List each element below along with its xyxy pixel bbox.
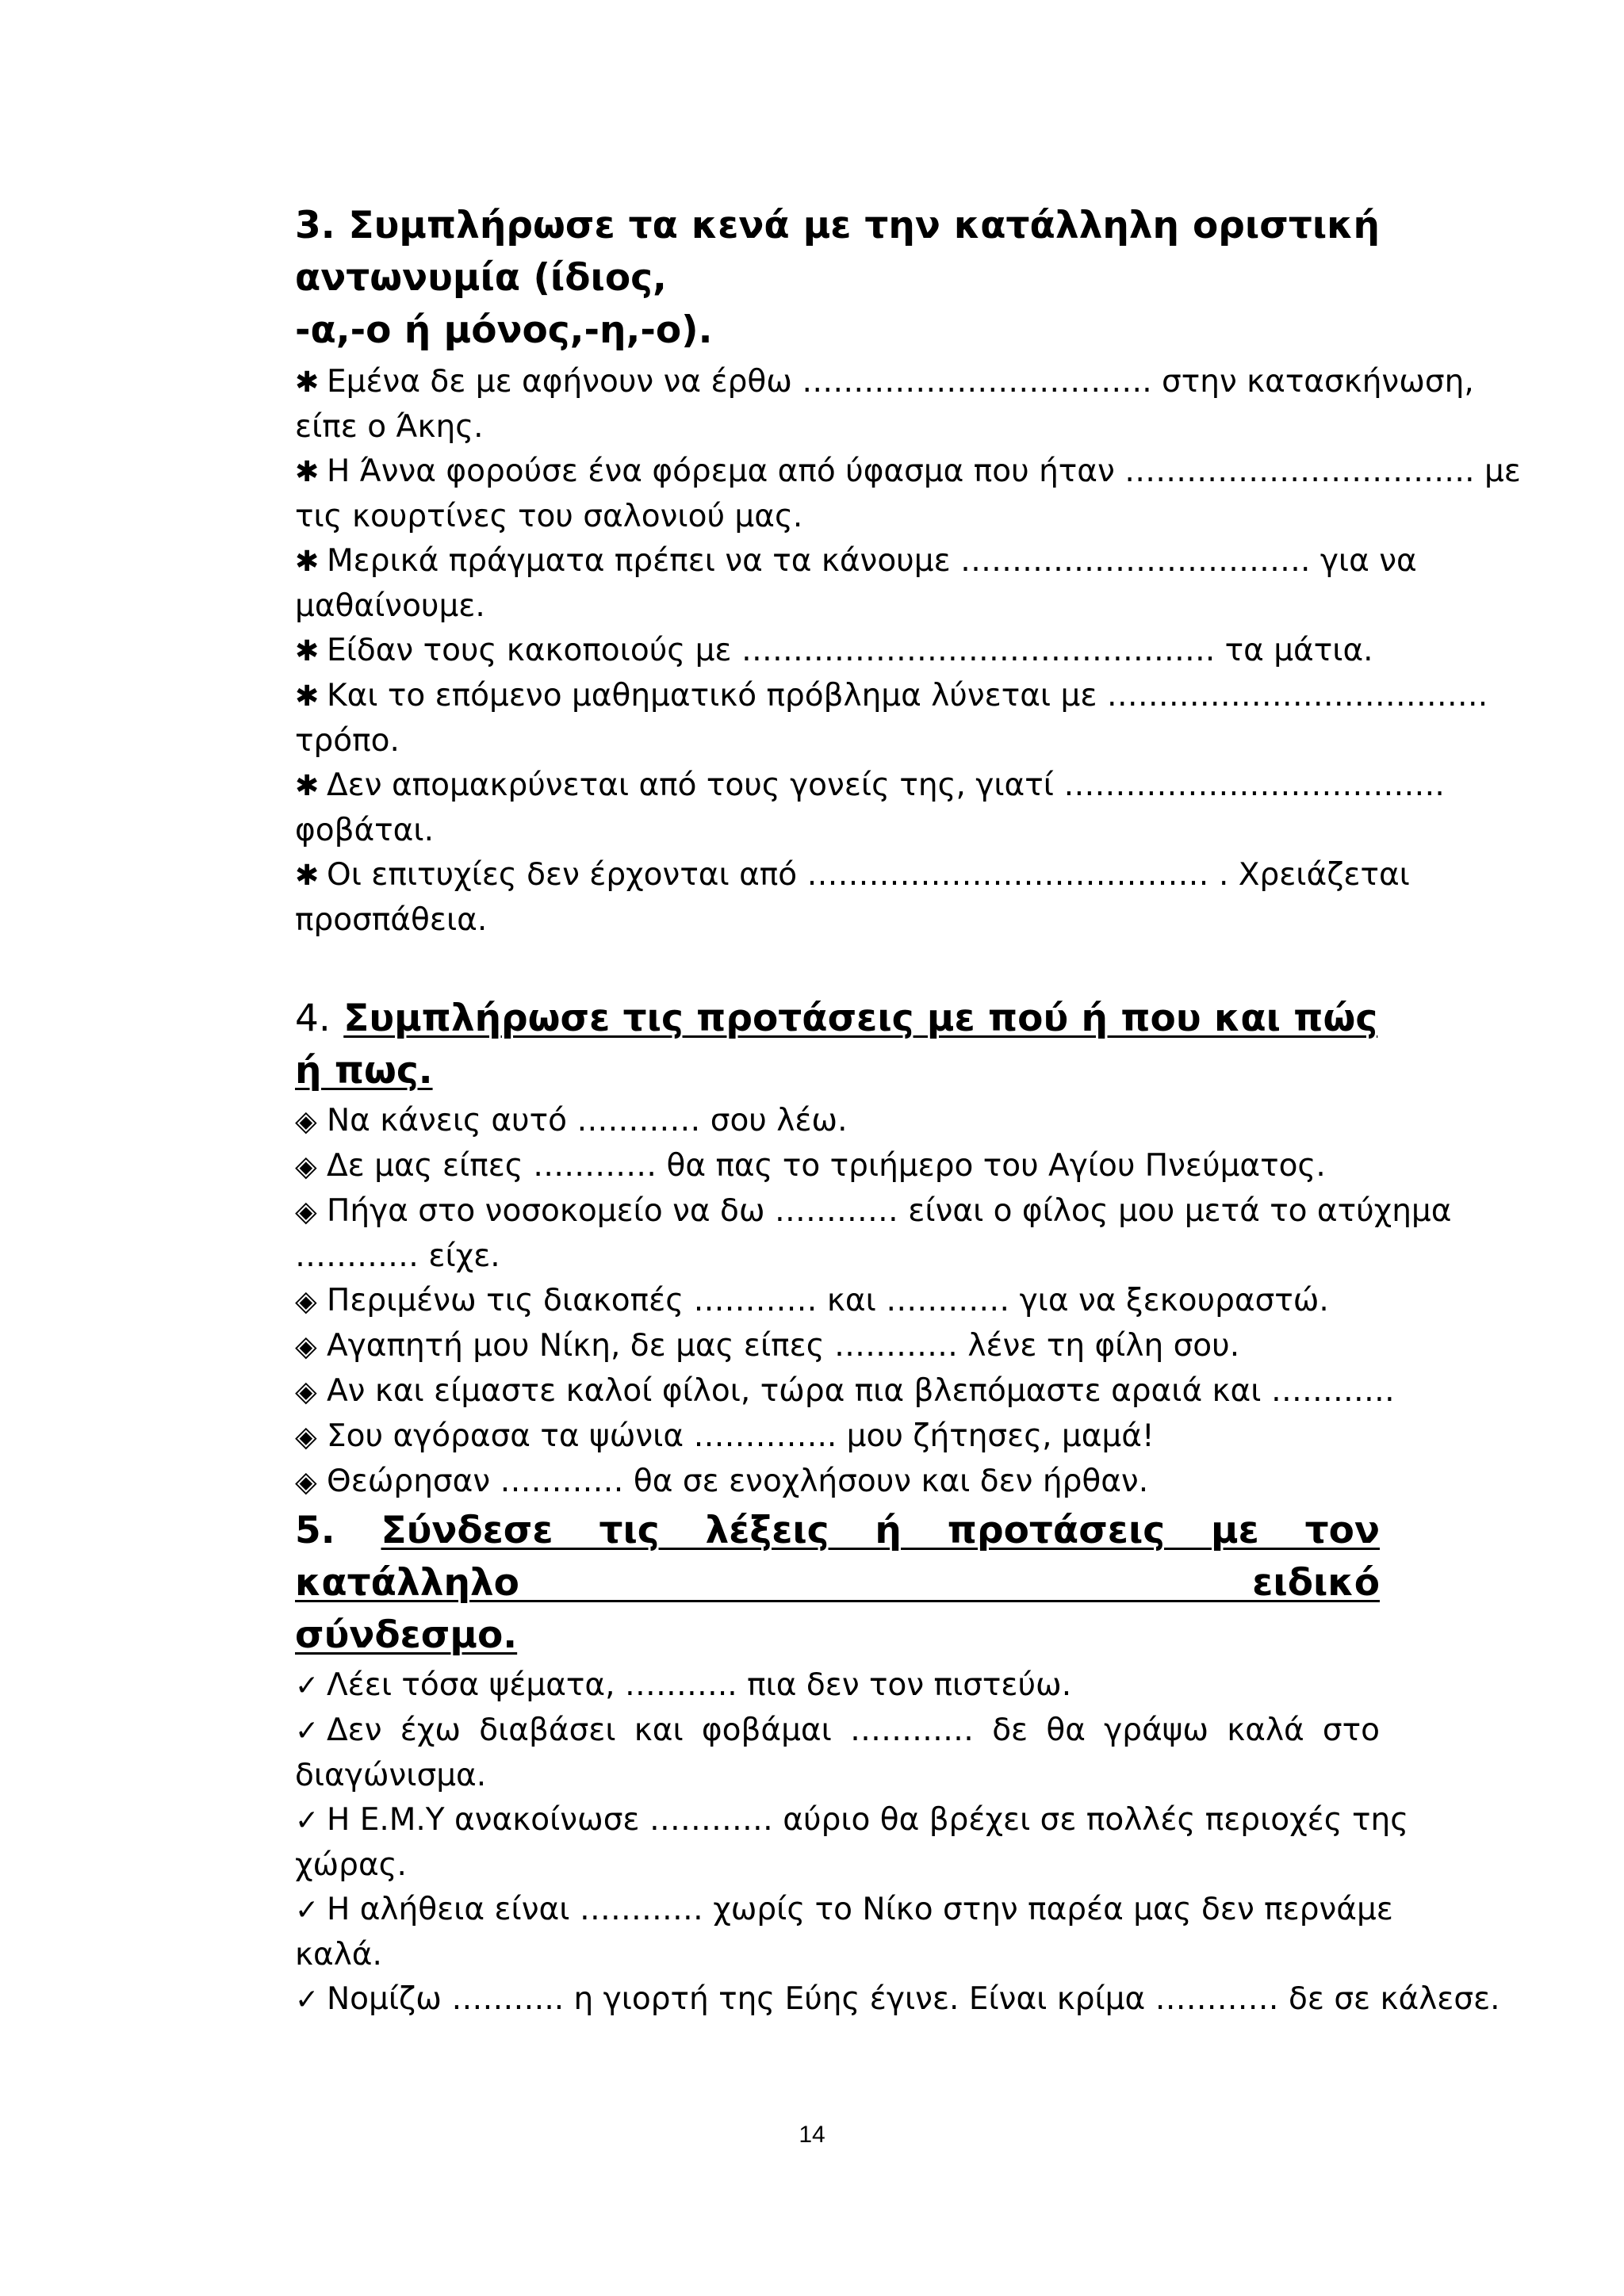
- exercise-line: ◈ Περιμένω τις διακοπές ………… και ………… για να ξεκουραστώ.: [295, 1279, 1380, 1324]
- section-3-items: [295, 360, 1521, 943]
- section-3: [295, 200, 1521, 943]
- diamond-bullet-icon: ◈: [295, 1196, 317, 1228]
- exercise-line: ✓ Η αλήθεια είναι ………… χωρίς το Νίκο στην παρέα μας δεν περνάμε: [295, 1888, 1380, 1933]
- exercise-line: ✱ Εμένα δε με αφήνουν να έρθω ……………………………. στην κατασκήνωση,: [295, 360, 1380, 405]
- exercise-line-continued: τρόπο.: [295, 723, 400, 759]
- exercise-line: ✱ Η Άννα φορούσε ένα φόρεμα από ύφασμα που ήταν ……………………………. με: [295, 450, 1380, 495]
- diamond-bullet-icon: ◈: [295, 1285, 317, 1318]
- checkmark-bullet-icon: ✓: [295, 1894, 320, 1927]
- diamond-bullet-icon: ◈: [295, 1330, 317, 1363]
- section-3-number: 3.: [295, 204, 335, 247]
- diamond-bullet-icon: ◈: [295, 1466, 317, 1498]
- section-4-title: 4. Συμπλήρωσε τις προτάσεις με πού ή που και πώς ή πως.: [295, 997, 1378, 1093]
- asterisk-bullet-icon: ✱: [295, 545, 320, 578]
- exercise-line-continued: ………… είχε.: [295, 1238, 500, 1274]
- section-5: [295, 1505, 1500, 2022]
- section-5-title-line-1: 5. Σύνδεσε τις λέξεις ή προτάσεις με τον κατάλληλο ειδικό: [295, 1509, 1380, 1605]
- checkmark-bullet-icon: ✓: [295, 1670, 320, 1702]
- exercise-line: ◈ Σου αγόρασα τα ψώνια ………….. μου ζήτησες, μαμά!: [295, 1414, 1380, 1460]
- exercise-line: ✱ Δεν απομακρύνεται από τους γονείς της, γιατί ……………………………….: [295, 763, 1380, 809]
- exercise-line: ◈ Δε μας είπες ………… θα πας το τριήμερο του Αγίου Πνεύματος.: [295, 1144, 1380, 1189]
- exercise-line-continued: προσπάθεια.: [295, 902, 488, 938]
- checkmark-bullet-icon: ✓: [295, 1984, 320, 2016]
- exercise-line: ✓ Νομίζω ……….. η γιορτή της Εύης έγινε. Είναι κρίμα ………… δε σε κάλεσε.: [295, 1977, 1380, 2022]
- asterisk-bullet-icon: ✱: [295, 366, 320, 399]
- exercise-line: ◈ Να κάνεις αυτό ………… σου λέω.: [295, 1099, 1380, 1144]
- section-4: [295, 993, 1452, 1505]
- section-3-title-line-3: -α,-ο ή μόνος,-η,-ο).: [295, 308, 713, 352]
- page-number: 14: [799, 2122, 825, 2148]
- section-3-title-line-2: αντωνυμία (ίδιος,: [295, 256, 667, 300]
- diamond-bullet-icon: ◈: [295, 1421, 317, 1453]
- section-5-items: [295, 1663, 1500, 2022]
- exercise-line: ✓ Λέει τόσα ψέματα, ……….. πια δεν τον πιστεύω.: [295, 1663, 1380, 1709]
- exercise-line: ◈ Πήγα στο νοσοκομείο να δω ………… είναι ο φίλος μου μετά το ατύχημα: [295, 1189, 1380, 1234]
- exercise-line-continued: είπε ο Άκης.: [295, 409, 484, 445]
- exercise-line-continued: μαθαίνουμε.: [295, 588, 485, 624]
- exercise-line-continued: φοβάται.: [295, 813, 434, 848]
- asterisk-bullet-icon: ✱: [295, 456, 320, 488]
- asterisk-bullet-icon: ✱: [295, 859, 320, 892]
- section-5-title-line-2: σύνδεσμο.: [295, 1613, 518, 1657]
- asterisk-bullet-icon: ✱: [295, 770, 320, 802]
- exercise-line: ◈ Αν και είμαστε καλοί φίλοι, τώρα πια βλεπόμαστε αραιά και …………: [295, 1369, 1380, 1414]
- asterisk-bullet-icon: ✱: [295, 635, 320, 668]
- exercise-line-continued: τις κουρτίνες του σαλονιού μας.: [295, 499, 803, 534]
- section-5-number: 5.: [295, 1509, 335, 1552]
- diamond-bullet-icon: ◈: [295, 1376, 317, 1408]
- exercise-line-continued: χώρας.: [295, 1847, 407, 1883]
- exercise-line: ✱ Είδαν τους κακοποιούς με ………………………………………. τα μάτια.: [295, 629, 1380, 674]
- exercise-line-continued: διαγώνισμα.: [295, 1758, 487, 1793]
- exercise-line: ✱ Μερικά πράγματα πρέπει να τα κάνουμε ……………………………. για να: [295, 539, 1380, 584]
- section-4-items: [295, 1099, 1452, 1505]
- section-3-title-line-1: 3. Συμπλήρωσε τα κενά με την κατάλληλη οριστική: [295, 204, 1380, 247]
- exercise-line: ◈ Αγαπητή μου Νίκη, δε μας είπες ………… λένε τη φίλη σου.: [295, 1324, 1380, 1369]
- diamond-bullet-icon: ◈: [295, 1105, 317, 1138]
- exercise-line-continued: καλά.: [295, 1937, 382, 1973]
- exercise-line: ✱ Οι επιτυχίες δεν έρχονται από ………………………………… . Χρειάζεται: [295, 853, 1380, 898]
- asterisk-bullet-icon: ✱: [295, 680, 320, 713]
- section-4-number: 4.: [295, 997, 331, 1040]
- checkmark-bullet-icon: ✓: [295, 1715, 320, 1747]
- exercise-line: ◈ Θεώρησαν ………… θα σε ενοχλήσουν και δεν ήρθαν.: [295, 1460, 1380, 1505]
- diamond-bullet-icon: ◈: [295, 1150, 317, 1183]
- exercise-line: ✓ Η Ε.Μ.Υ ανακοίνωσε ………… αύριο θα βρέχει σε πολλές περιοχές της: [295, 1798, 1380, 1843]
- exercise-line: ✓ Δεν έχω διαβάσει και φοβάμαι ………… δε θα γράψω καλά στο: [295, 1709, 1380, 1754]
- exercise-line: ✱ Και το επόμενο μαθηματικό πρόβλημα λύνεται με ……………………………….: [295, 674, 1380, 719]
- checkmark-bullet-icon: ✓: [295, 1804, 320, 1837]
